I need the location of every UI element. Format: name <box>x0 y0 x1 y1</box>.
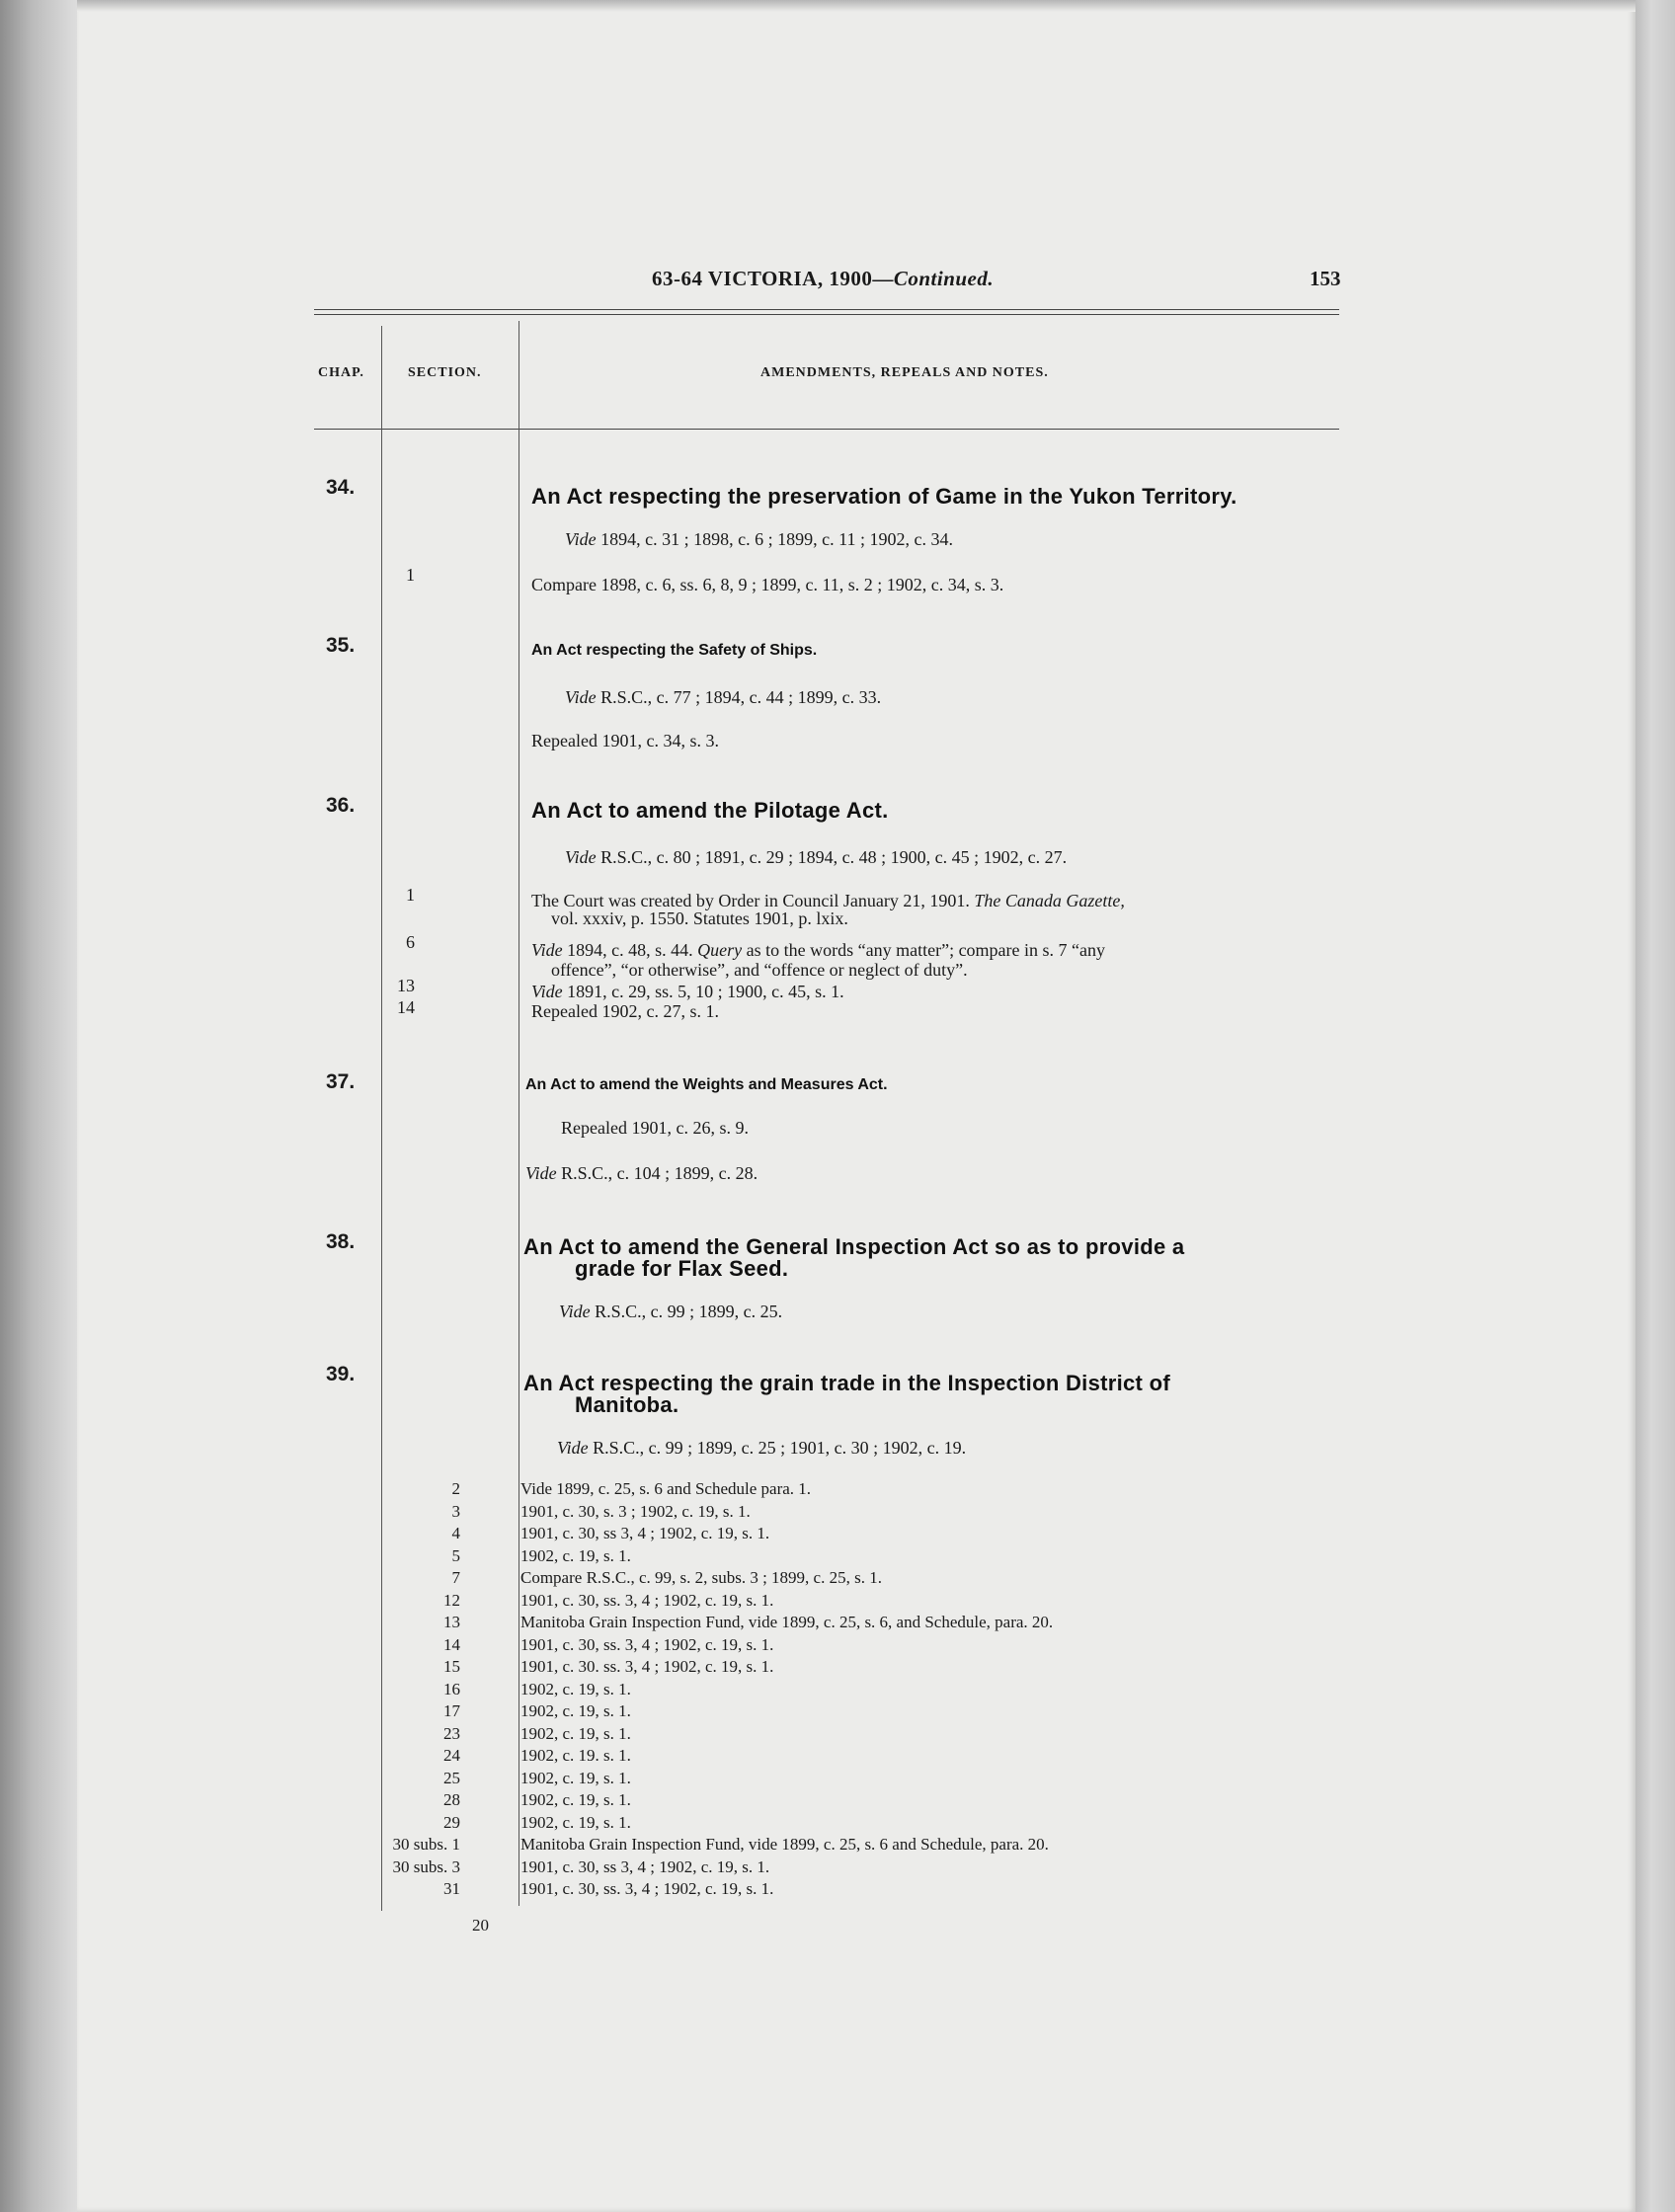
chapter-number: 36. <box>326 794 356 817</box>
header-rule-top <box>314 309 1339 310</box>
note-text: 1902, c. 19, s. 1. <box>520 1679 631 1698</box>
note-text: 1902, c. 19, s. 1. <box>520 1790 631 1809</box>
section-note-row <box>0 1680 1675 1703</box>
note-text: 1901, c. 30, ss. 3, 4 ; 1902, c. 19, s. 1. <box>520 1590 774 1610</box>
vide-note: Vide 1894, c. 31 ; 1898, c. 6 ; 1899, c. 11 ; 1902, c. 34. <box>565 529 953 549</box>
chapter-number: 37. <box>326 1070 356 1093</box>
column-head-notes: AMENDMENTS, REPEALS AND NOTES. <box>760 365 1049 380</box>
note-continuation: vol. xxxiv, p. 1550. Statutes 1901, p. lxix. <box>551 908 848 928</box>
section-note-row <box>0 1524 1675 1547</box>
section-number: 1 <box>406 565 415 585</box>
header-title: 63-64 VICTORIA, 1900— <box>652 267 894 290</box>
vide-note: Vide R.S.C., c. 99 ; 1899, c. 25 ; 1901, c. 30 ; 1902, c. 19. <box>557 1438 967 1458</box>
section-number: 23 <box>443 1723 460 1743</box>
running-header <box>652 267 994 291</box>
repealed-note: Repealed 1902, c. 27, s. 1. <box>531 1001 719 1021</box>
section-number: 5 <box>451 1545 460 1565</box>
section-number: 16 <box>443 1679 460 1698</box>
section-note-row <box>0 1479 1675 1503</box>
vide-note: Vide R.S.C., c. 104 ; 1899, c. 28. <box>525 1163 758 1183</box>
section-number: 28 <box>443 1790 460 1809</box>
section-note-row <box>0 1879 1675 1903</box>
act-title: An Act to amend the Weights and Measures Act. <box>525 1076 888 1093</box>
compare-note: Compare 1898, c. 6, ss. 6, 8, 9 ; 1899, c. 11, s. 2 ; 1902, c. 34, s. 3. <box>531 575 1004 594</box>
section-note-row <box>0 1546 1675 1570</box>
section-note-row <box>0 1568 1675 1592</box>
section-number: 4 <box>451 1524 460 1542</box>
section-note-row <box>0 1591 1675 1615</box>
section-number: 25 <box>443 1768 460 1787</box>
section-number: 6 <box>406 932 415 952</box>
note-text: The Court was created by Order in Council January 21, 1901. The Canada Gazette, <box>531 891 1125 910</box>
note-text: 1902, c. 19, s. 1. <box>520 1768 631 1787</box>
note-text: Manitoba Grain Inspection Fund, vide 1899, c. 25, s. 6, and Schedule, para. 20. <box>520 1613 1054 1631</box>
vide-note: Vide R.S.C., c. 77 ; 1894, c. 44 ; 1899, c. 33. <box>565 687 882 707</box>
note-text: Vide 1894, c. 48, s. 44. Query as to the words “any matter”; compare in s. 7 “any <box>531 940 1106 960</box>
note-continuation: offence”, “or otherwise”, and “offence or neglect of duty”. <box>551 960 968 980</box>
signature-mark: 20 <box>472 1916 489 1935</box>
note-text: 1901, c. 30, ss 3, 4 ; 1902, c. 19, s. 1. <box>520 1856 770 1876</box>
section-note-row <box>0 1502 1675 1526</box>
section-note-row <box>0 1657 1675 1681</box>
vide-note: Vide R.S.C., c. 80 ; 1891, c. 29 ; 1894, c. 48 ; 1900, c. 45 ; 1902, c. 27. <box>565 847 1068 867</box>
section-note-row <box>0 1701 1675 1725</box>
column-head-chap: CHAP. <box>318 365 364 380</box>
section-number: 13 <box>397 976 415 995</box>
section-note-row <box>0 1635 1675 1659</box>
act-title: An Act respecting the Safety of Ships. <box>531 642 818 659</box>
section-number: 7 <box>451 1568 460 1587</box>
section-note-row <box>0 1857 1675 1881</box>
note-text: Vide 1891, c. 29, ss. 5, 10 ; 1900, c. 45, s. 1. <box>531 982 844 1001</box>
section-note-row <box>0 1790 1675 1814</box>
section-number: 2 <box>451 1479 460 1498</box>
header-rule-top-2 <box>314 314 1339 315</box>
section-number: 13 <box>443 1613 460 1631</box>
note-text: Manitoba Grain Inspection Fund, vide 1899, c. 25, s. 6 and Schedule, para. 20. <box>520 1835 1049 1854</box>
note-text: 1901, c. 30, ss. 3, 4 ; 1902, c. 19, s. 1. <box>520 1879 774 1898</box>
act-title-line: An Act to amend the General Inspection Act so as to provide a <box>523 1234 1185 1259</box>
section-note-row <box>0 1724 1675 1748</box>
section-note-row <box>0 1813 1675 1837</box>
act-title: An Act to amend the Pilotage Act. <box>531 798 889 823</box>
chapter-number: 39. <box>326 1363 356 1385</box>
note-text: 1901, c. 30, s. 3 ; 1902, c. 19, s. 1. <box>520 1501 751 1521</box>
section-number: 14 <box>443 1634 460 1654</box>
page-number: 153 <box>1310 267 1341 290</box>
header-continued: Continued. <box>893 267 995 290</box>
section-note-row <box>0 1746 1675 1770</box>
section-number: 15 <box>443 1657 460 1676</box>
chapter-number: 34. <box>326 476 356 499</box>
section-number: 30 subs. 1 <box>392 1835 460 1854</box>
section-number: 24 <box>443 1746 460 1765</box>
section-number: 29 <box>443 1812 460 1832</box>
chapter-number: 35. <box>326 634 356 657</box>
act-title-line: Manitoba. <box>575 1392 679 1417</box>
repealed-note: Repealed 1901, c. 34, s. 3. <box>531 731 719 750</box>
note-text: 1902, c. 19, s. 1. <box>520 1545 631 1565</box>
column-head-rule <box>314 429 1339 430</box>
act-title-line: grade for Flax Seed. <box>575 1256 789 1281</box>
chapter-number: 38. <box>326 1230 356 1253</box>
page-top-shadow <box>77 0 1637 12</box>
note-text: 1902, c. 19, s. 1. <box>520 1812 631 1832</box>
section-number: 3 <box>451 1501 460 1521</box>
note-text: 1902, c. 19. s. 1. <box>520 1746 631 1765</box>
repealed-note: Repealed 1901, c. 26, s. 9. <box>561 1118 749 1138</box>
section-number: 17 <box>443 1701 460 1720</box>
act-title-line: An Act respecting the grain trade in the Inspection District of <box>523 1371 1170 1395</box>
section-number: 30 subs. 3 <box>392 1856 460 1876</box>
note-text: 1901, c. 30, ss. 3, 4 ; 1902, c. 19, s. 1. <box>520 1634 774 1654</box>
note-text: 1902, c. 19, s. 1. <box>520 1723 631 1743</box>
note-text: Vide 1899, c. 25, s. 6 and Schedule para. 1. <box>520 1479 812 1498</box>
section-note-row <box>0 1769 1675 1792</box>
note-text: Compare R.S.C., c. 99, s. 2, subs. 3 ; 1899, c. 25, s. 1. <box>520 1568 882 1587</box>
section-number: 14 <box>397 997 415 1017</box>
note-text: 1901, c. 30, ss 3, 4 ; 1902, c. 19, s. 1. <box>520 1524 770 1542</box>
note-text: 1901, c. 30. ss. 3, 4 ; 1902, c. 19, s. 1. <box>520 1657 774 1676</box>
column-head-section: SECTION. <box>408 365 482 380</box>
section-number: 1 <box>406 885 415 905</box>
section-number: 31 <box>443 1879 460 1898</box>
section-note-row <box>0 1613 1675 1636</box>
section-note-row <box>0 1835 1675 1858</box>
act-title: An Act respecting the preservation of Game in the Yukon Territory. <box>531 484 1237 509</box>
note-text: 1902, c. 19, s. 1. <box>520 1701 631 1720</box>
section-number: 12 <box>443 1590 460 1610</box>
vide-note: Vide R.S.C., c. 99 ; 1899, c. 25. <box>559 1302 783 1321</box>
